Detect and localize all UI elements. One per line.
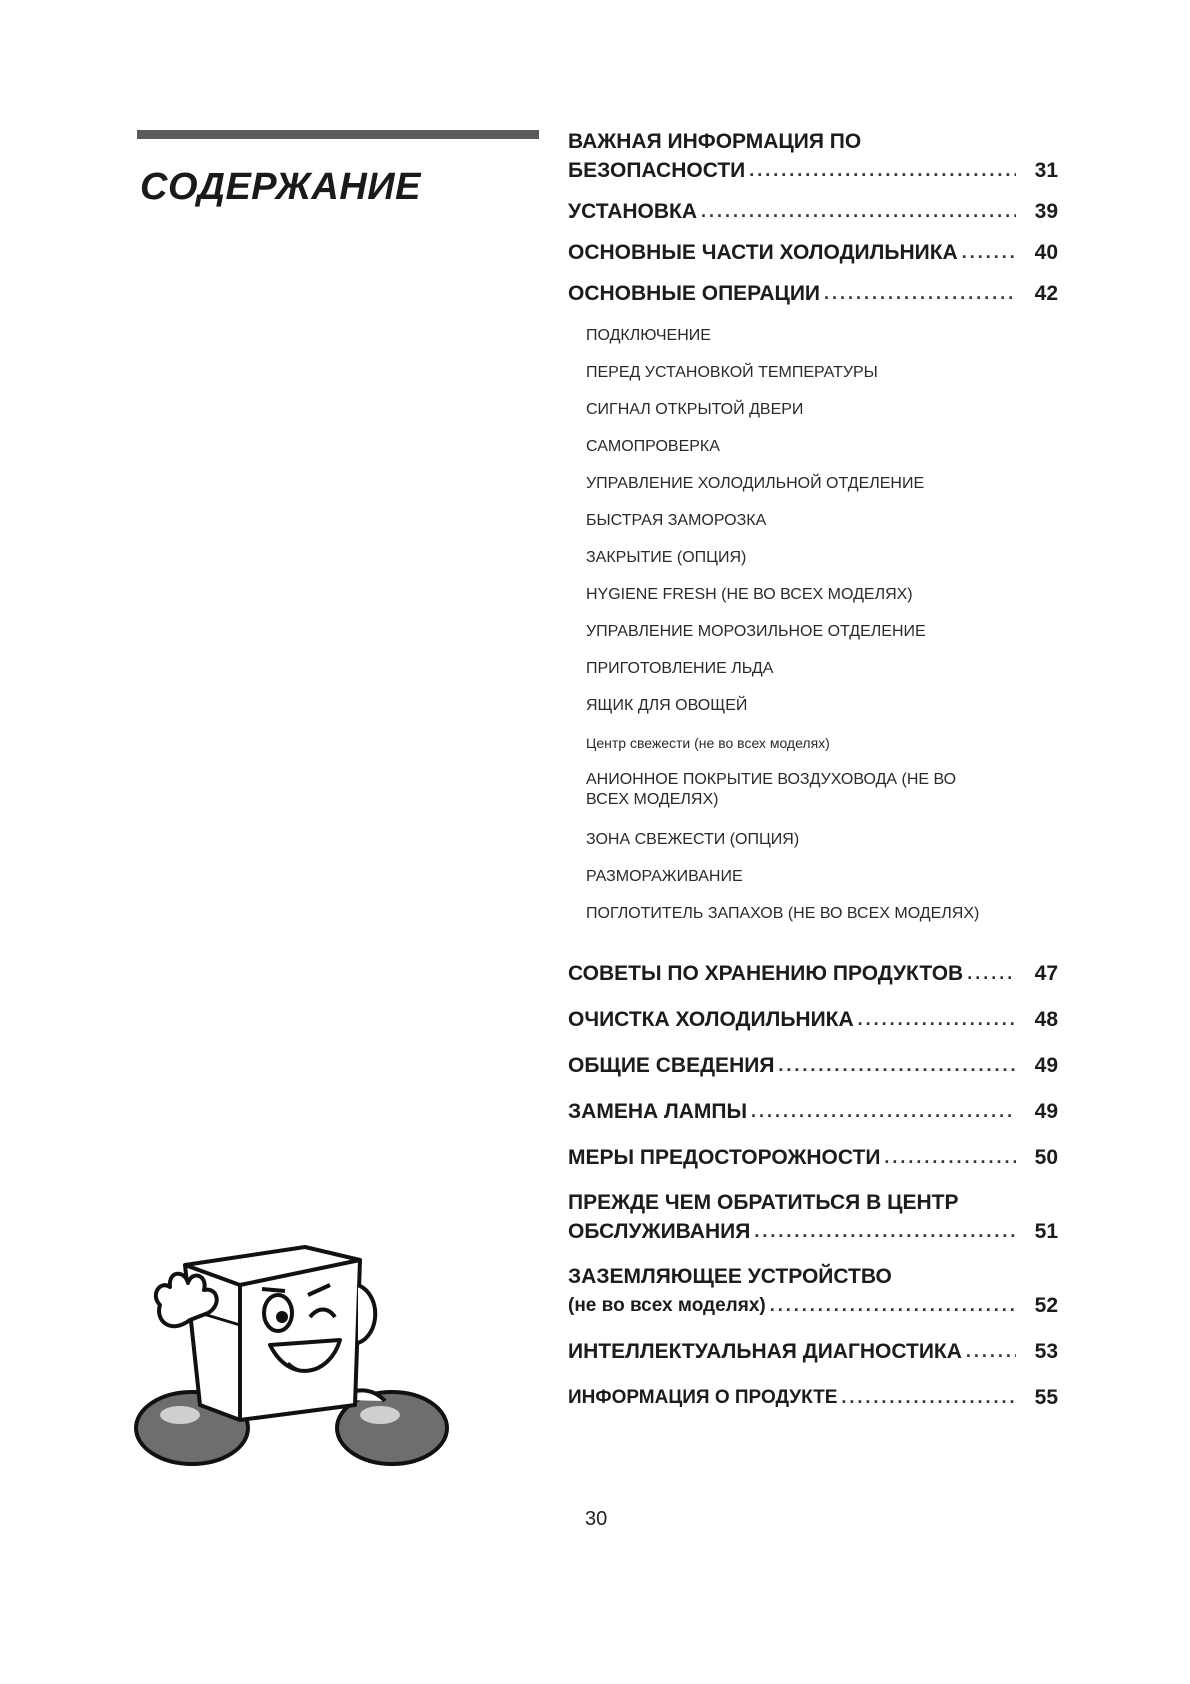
toc-subitem[interactable]: БЫСТРАЯ ЗАМОРОЗКА xyxy=(586,512,767,529)
toc-entry-title: ОСНОВНЫЕ ЧАСТИ ХОЛОДИЛЬНИКА xyxy=(568,241,958,264)
toc-entry-title-line: БЕЗОПАСНОСТИ xyxy=(568,159,746,182)
dot-leader xyxy=(754,1217,1016,1246)
toc-entry-title-line: ЗАЗЕМЛЯЮЩЕЕ УСТРОЙСТВО xyxy=(568,1265,892,1288)
dot-leader xyxy=(967,959,1016,988)
refrigerator-mascot-icon xyxy=(130,1225,450,1475)
dot-leader xyxy=(749,156,1016,185)
toc-entry-precautions[interactable] xyxy=(568,1143,1058,1172)
toc-subitem[interactable]: СИГНАЛ ОТКРЫТОЙ ДВЕРИ xyxy=(586,401,804,418)
page-title: СОДЕРЖАНИЕ xyxy=(140,166,421,208)
toc-page-number: 49 xyxy=(1034,1100,1058,1123)
toc-page-number: 49 xyxy=(1034,1054,1058,1077)
toc-subitem[interactable]: ПРИГОТОВЛЕНИЕ ЛЬДА xyxy=(586,660,774,677)
toc-entry-main-operations[interactable] xyxy=(568,279,1058,308)
toc-entry-title: СОВЕТЫ ПО ХРАНЕНИЮ ПРОДУКТОВ xyxy=(568,962,964,985)
toc-subitem[interactable]: ЗАКРЫТИЕ (ОПЦИЯ) xyxy=(586,549,747,566)
toc-page-number: 51 xyxy=(1034,1220,1058,1243)
toc-subitem[interactable]: САМОПРОВЕРКА xyxy=(586,438,720,455)
table-of-contents xyxy=(568,128,1058,1412)
toc-page-number: 53 xyxy=(1034,1340,1058,1363)
title-rule xyxy=(137,130,539,139)
toc-subitem[interactable]: ПЕРЕД УСТАНОВКОЙ ТЕМПЕРАТУРЫ xyxy=(586,364,878,381)
toc-entry-title: ЗАМЕНА ЛАМПЫ xyxy=(568,1100,748,1123)
dot-leader xyxy=(841,1383,1016,1412)
toc-entry-general-info[interactable] xyxy=(568,1051,1058,1080)
toc-subitem[interactable]: АНИОННОЕ ПОКРЫТИЕ ВОЗДУХОВОДА (НЕ ВО ВСЕХ МОДЕЛЯХ) xyxy=(586,771,957,808)
toc-subitem[interactable]: УПРАВЛЕНИЕ ХОЛОДИЛЬНОЙ ОТДЕЛЕНИЕ xyxy=(586,475,925,492)
toc-entry-product-info[interactable] xyxy=(568,1383,1058,1412)
toc-entry-safety[interactable] xyxy=(568,128,1058,185)
toc-page-number: 50 xyxy=(1034,1146,1058,1169)
toc-subitem[interactable]: ЗОНА СВЕЖЕСТИ (ОПЦИЯ) xyxy=(586,831,800,848)
toc-page-number: 40 xyxy=(1034,241,1058,264)
dot-leader xyxy=(884,1143,1016,1172)
toc-subitem[interactable]: Центр свежести (не во всех моделях) xyxy=(586,735,830,751)
toc-entry-installation[interactable] xyxy=(568,197,1058,226)
toc-page-number: 55 xyxy=(1034,1386,1058,1409)
toc-entry-main-parts[interactable] xyxy=(568,238,1058,267)
toc-entry-title: ИНТЕЛЛЕКТУАЛЬНАЯ ДИАГНОСТИКА xyxy=(568,1340,962,1363)
toc-subitem[interactable]: ПОГЛОТИТЕЛЬ ЗАПАХОВ (НЕ ВО ВСЕХ МОДЕЛЯХ) xyxy=(586,905,980,922)
dot-leader xyxy=(966,1337,1016,1366)
toc-subitem[interactable]: HYGIENE FRESH (НЕ ВО ВСЕХ МОДЕЛЯХ) xyxy=(586,586,913,603)
dot-leader xyxy=(778,1051,1016,1080)
toc-page-number: 47 xyxy=(1034,962,1058,985)
toc-entry-title: МЕРЫ ПРЕДОСТОРОЖНОСТИ xyxy=(568,1146,881,1169)
toc-entry-title-line: ОБСЛУЖИВАНИЯ xyxy=(568,1220,751,1243)
toc-page-number: 31 xyxy=(1034,159,1058,182)
toc-entry-title: ОСНОВНЫЕ ОПЕРАЦИИ xyxy=(568,282,821,305)
toc-entry-lamp-replacement[interactable] xyxy=(568,1097,1058,1126)
dot-leader xyxy=(962,238,1016,267)
toc-entry-title: УСТАНОВКА xyxy=(568,200,698,223)
toc-page-number: 39 xyxy=(1034,200,1058,223)
toc-subitem[interactable]: РАЗМОРАЖИВАНИЕ xyxy=(586,868,743,885)
page-number: 30 xyxy=(585,1508,608,1530)
toc-page-number: 52 xyxy=(1034,1294,1058,1317)
toc-page-number: 42 xyxy=(1034,282,1058,305)
toc-entry-before-service[interactable] xyxy=(568,1189,1058,1246)
toc-entry-title-line: ПРЕЖДЕ ЧЕМ ОБРАТИТЬСЯ В ЦЕНТР xyxy=(568,1191,959,1214)
dot-leader xyxy=(751,1097,1016,1126)
toc-entry-title-line: (не во всех моделях) xyxy=(568,1295,766,1316)
toc-page-number: 48 xyxy=(1034,1008,1058,1031)
toc-entry-grounding[interactable] xyxy=(568,1263,1058,1320)
dot-leader xyxy=(824,279,1016,308)
toc-subitem[interactable]: УПРАВЛЕНИЕ МОРОЗИЛЬНОЕ ОТДЕЛЕНИЕ xyxy=(586,623,926,640)
toc-subitem[interactable]: ЯЩИК ДЛЯ ОВОЩЕЙ xyxy=(586,697,748,714)
toc-entry-storage-tips[interactable] xyxy=(568,959,1058,988)
toc-entry-cleaning[interactable] xyxy=(568,1005,1058,1034)
dot-leader xyxy=(858,1005,1016,1034)
toc-entry-title: ИНФОРМАЦИЯ О ПРОДУКТЕ xyxy=(568,1387,838,1408)
toc-subitems xyxy=(586,326,1058,941)
toc-subitem[interactable]: ПОДКЛЮЧЕНИЕ xyxy=(586,327,711,344)
toc-entry-title: ОБЩИЕ СВЕДЕНИЯ xyxy=(568,1054,775,1077)
toc-entry-smart-diagnosis[interactable] xyxy=(568,1337,1058,1366)
toc-entry-title-line: ВАЖНАЯ ИНФОРМАЦИЯ ПО xyxy=(568,130,862,153)
dot-leader xyxy=(701,197,1016,226)
dot-leader xyxy=(770,1291,1016,1320)
toc-entry-title: ОЧИСТКА ХОЛОДИЛЬНИКА xyxy=(568,1008,854,1031)
